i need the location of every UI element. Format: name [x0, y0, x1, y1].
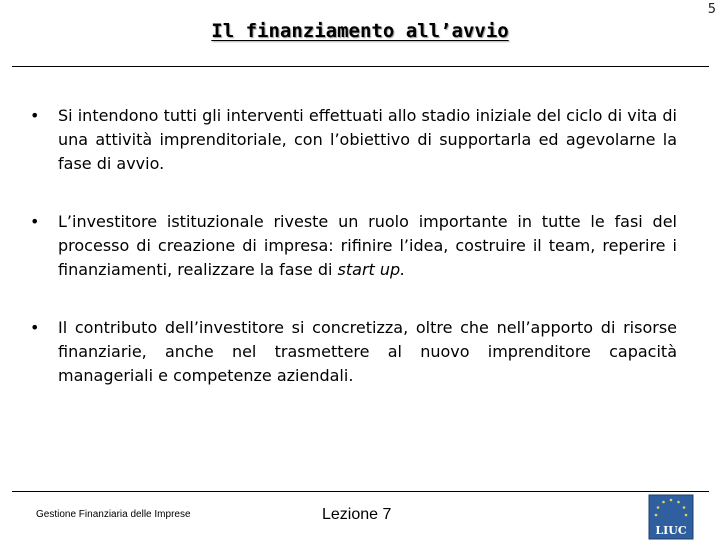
bullet-list	[30, 104, 677, 388]
footer-course-name: Gestione Finanziaria delle Imprese	[36, 509, 191, 520]
title-divider	[12, 66, 709, 67]
bullet-item	[30, 210, 677, 282]
bullet-text: Si intendono tutti gli interventi effettuati allo stadio iniziale del ciclo di vita di una attività imprenditoriale, con l’obiettivo di supportarla ed agevolarne la fase di avvio.	[58, 106, 677, 173]
page-number: 5	[707, 2, 716, 17]
logo-text: LIUC	[655, 524, 687, 537]
footer-lecture-label: Lezione 7	[322, 506, 392, 523]
footer-divider	[12, 491, 709, 492]
bullet-dot-icon: •	[30, 106, 40, 125]
bullet-dot-icon: •	[30, 318, 40, 337]
bullet-item	[30, 316, 677, 388]
slide-title: Il finanziamento all’avvio	[211, 20, 509, 42]
bullet-item	[30, 104, 677, 176]
bullet-text: L’investitore istituzionale riveste un ruolo importante in tutte le fasi del processo di creazione di impresa: rifinire l’idea, costruire il team, reperire i finanziamenti, realizzare la fase di	[58, 212, 677, 279]
bullet-emphasis: start up.	[337, 260, 406, 279]
liuc-logo	[648, 494, 694, 540]
bullet-dot-icon: •	[30, 212, 40, 231]
bullet-text: Il contributo dell’investitore si concretizza, oltre che nell’apporto di risorse finanziarie, anche nel trasmettere al nuovo imprenditore capacità manageriali e competenze aziendali.	[58, 318, 677, 385]
